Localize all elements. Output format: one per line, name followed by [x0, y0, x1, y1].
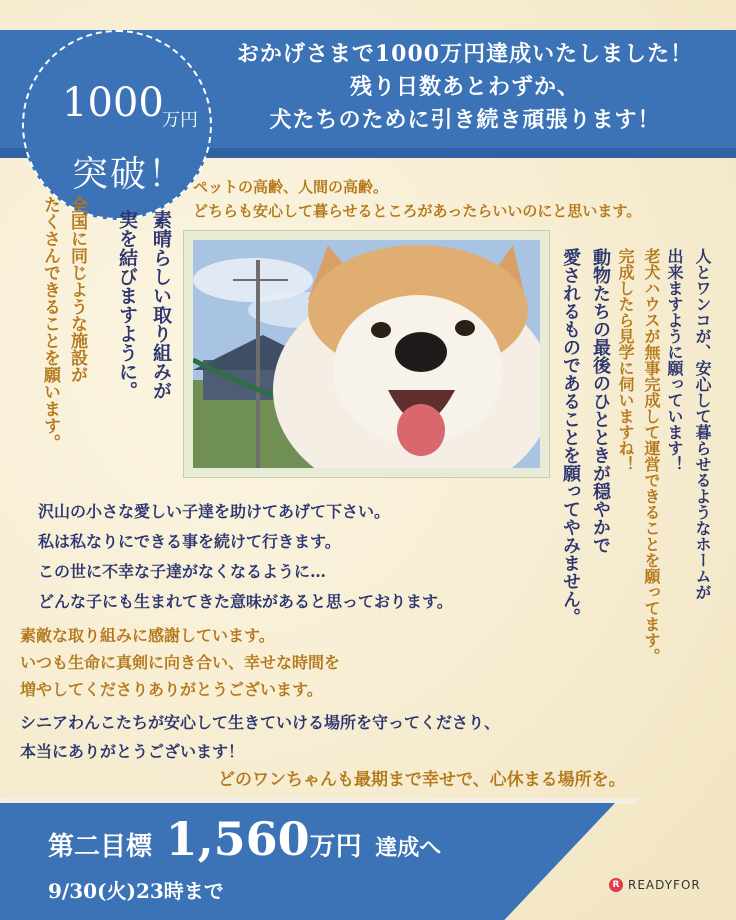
- message-line: ペットの高齢、人間の高齢。: [193, 178, 389, 196]
- message-safe-home: [660, 248, 716, 600]
- badge-word: 突破！: [72, 154, 187, 195]
- message-line: 老犬ハウスが無事完成して運営できることを願ってます。: [642, 248, 661, 664]
- message-line: たくさんできることを願います。: [40, 196, 60, 451]
- second-goal: [48, 812, 441, 866]
- badge-number: 1000: [62, 80, 164, 126]
- message-pet-aging: [193, 175, 641, 223]
- message-old-dog-house: [612, 248, 664, 664]
- goal-unit: 万円: [309, 832, 362, 862]
- message-line: この世に不幸な子達がなくなるように…: [38, 562, 327, 581]
- readyfor-icon: R: [609, 878, 623, 892]
- milestone-badge: [22, 30, 212, 220]
- message-line: 動物たちの最後のひとときが穏やかで: [590, 248, 611, 554]
- message-help-children: [38, 497, 453, 617]
- readyfor-logo: [609, 878, 701, 892]
- message-line: いつも生命に真剣に向き合い、幸せな時間を: [20, 653, 341, 672]
- message-line: 私は私なりにできる事を続けて行きます。: [38, 532, 341, 551]
- achievement-line-2: 残り日数あとわずか、: [349, 74, 580, 100]
- goal-prefix: 第二目標: [48, 832, 153, 862]
- message-line: 出来ますように願っています！: [665, 248, 684, 472]
- message-thanks: [20, 622, 340, 703]
- achievement-line-1: おかげさまで1000万円達成いたしました！: [236, 41, 694, 67]
- message-line: どちらも安心して暮らせるところがあったらいいのにと思います。: [193, 202, 642, 220]
- message-line: 人とワンコが、安心して暮らせるようなホームが: [693, 248, 712, 600]
- message-line: どんな子にも生まれてきた意味があると思っております。: [38, 592, 453, 611]
- message-last-moments: [555, 248, 615, 626]
- goal-amount: 1,560: [165, 812, 310, 866]
- achievement-line-3: 犬たちのために引き続き頑張ります！: [269, 107, 661, 133]
- dog-photo: [193, 240, 540, 468]
- message-line: 素晴らしい取り組みが: [150, 210, 172, 400]
- message-closing: どのワンちゃんも最期まで幸せで、心休まる場所を。: [218, 770, 626, 790]
- message-line: 本当にありがとうございます！: [20, 742, 245, 761]
- message-line: 完成したら見学に伺いますね！: [616, 248, 635, 472]
- goal-deadline: 9/30(火)23時まで: [48, 879, 224, 903]
- message-line: 増やしてくださりありがとうございます。: [20, 680, 323, 699]
- dog-illustration: [193, 240, 540, 468]
- message-wonderful-efforts: [110, 210, 178, 400]
- message-senior-dogs: [20, 708, 500, 766]
- message-line: 実を結びますように。: [116, 210, 138, 400]
- message-nationwide-facilities: [36, 196, 90, 451]
- achievement-message: [205, 38, 725, 137]
- message-line: 沢山の小さな愛しい子達を助けてあげて下さい。: [38, 502, 391, 521]
- message-line: シニアわんこたちが安心して生きていける場所を守ってくださり、: [20, 713, 501, 732]
- message-line: 全国に同じような施設が: [67, 196, 87, 383]
- readyfor-name: READYFOR: [628, 878, 701, 892]
- goal-suffix: 達成へ: [375, 835, 442, 861]
- badge-unit: 万円: [162, 110, 198, 131]
- message-line: 素敵な取り組みに感謝しています。: [20, 626, 275, 645]
- message-line: 愛されるものであることを願ってやみません。: [560, 248, 581, 626]
